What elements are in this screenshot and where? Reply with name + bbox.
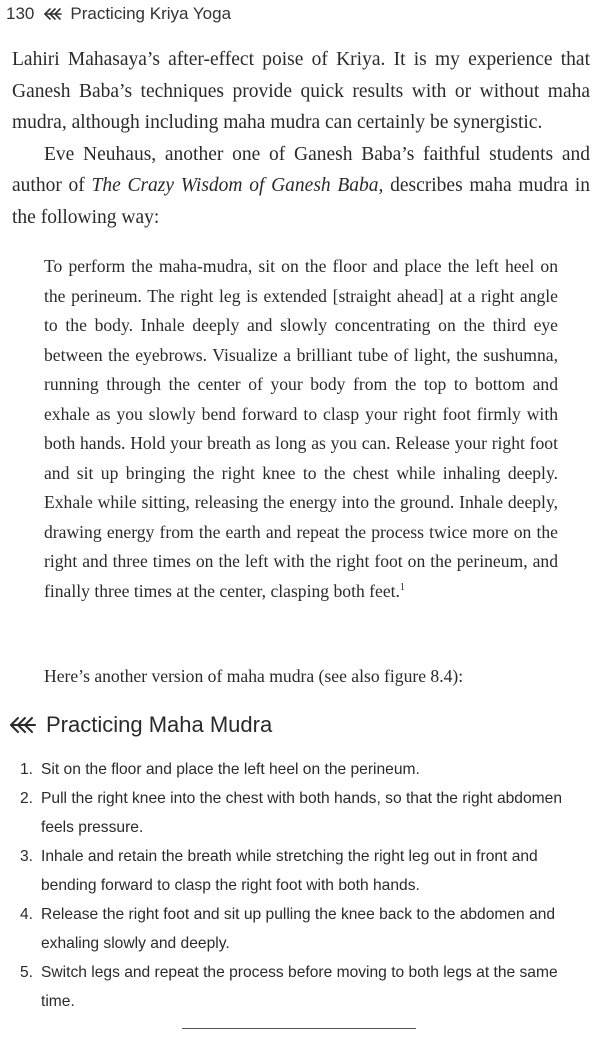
text-run: Eve Neuhaus, another one of Ganesh Baba’s faithful students and author of xyxy=(12,143,590,196)
book-title: The Crazy Wisdom of Ganesh Baba, xyxy=(91,175,384,196)
list-item xyxy=(12,900,590,958)
step-number: 4. xyxy=(20,906,34,923)
text-run: describes maha mudra in the following way: xyxy=(12,175,591,228)
quote-paragraph xyxy=(44,252,558,606)
list-item xyxy=(12,784,590,842)
lead-in-paragraph: Here’s another version of maha mudra (see also figure 8.4): xyxy=(44,666,464,686)
step-number: 5. xyxy=(20,964,34,981)
chevron-leaves-ornament-icon xyxy=(42,7,62,21)
running-head-title: Practicing Kriya Yoga xyxy=(70,4,232,23)
step-text: Switch legs and repeat the process before moving to both legs at the same time. xyxy=(41,964,558,1010)
chevron-leaves-ornament-icon xyxy=(8,715,36,735)
page-number: 130 xyxy=(6,4,35,23)
running-head xyxy=(6,4,231,24)
block-quote xyxy=(44,252,558,606)
steps-list xyxy=(12,755,590,1016)
footnote-divider xyxy=(182,1028,416,1029)
paragraph xyxy=(12,139,590,234)
paragraph: Lahiri Mahasaya’s after-effect poise of Kriya. It is my experience that Ganesh Baba’s techniques provide quick results with or without maha mudra, although including maha mudra can certainly be synergistic. xyxy=(12,49,590,133)
step-text: Pull the right knee into the chest with both hands, so that the right abdomen feels pressure. xyxy=(41,790,562,836)
step-text: Release the right foot and sit up pulling the knee back to the abdomen and exhaling slowly and deeply. xyxy=(41,906,556,952)
body-text xyxy=(12,44,590,233)
section-title: Practicing Maha Mudra xyxy=(46,712,273,737)
list-item xyxy=(12,755,590,784)
footnote-marker: 1 xyxy=(399,581,405,593)
step-number: 2. xyxy=(20,790,34,807)
list-item xyxy=(12,842,590,900)
quote-text: To perform the maha-mudra, sit on the floor and place the left heel on the perineum. The right leg is extended [straight ahead] at a right angle to the body. Inhale deeply and slowly concentrating on the third eye between the eyebrows. Visualize a brilliant tube of light, the sushumna, running through the center of your body from the top to bottom and exhale as you slowly bend forward to clasp your right foot firmly with both hands. Hold your breath as long as you can. Release your right foot and sit up bringing the right knee to the chest while inhaling deeply. Exhale while sitting, releasing the energy into the ground. Inhale deeply, drawing energy from the earth and repeat the process twice more on the right and three times on the left with the right foot on the perineum, and finally three times at the center, clasping both feet. xyxy=(44,256,558,601)
step-number: 1. xyxy=(20,761,34,778)
section-heading xyxy=(8,712,272,738)
step-number: 3. xyxy=(20,848,34,865)
list-item xyxy=(12,958,590,1016)
step-text: Sit on the floor and place the left heel on the perineum. xyxy=(41,761,420,778)
step-text: Inhale and retain the breath while stretching the right leg out in front and bending forward to clasp the right foot with both hands. xyxy=(41,848,538,894)
